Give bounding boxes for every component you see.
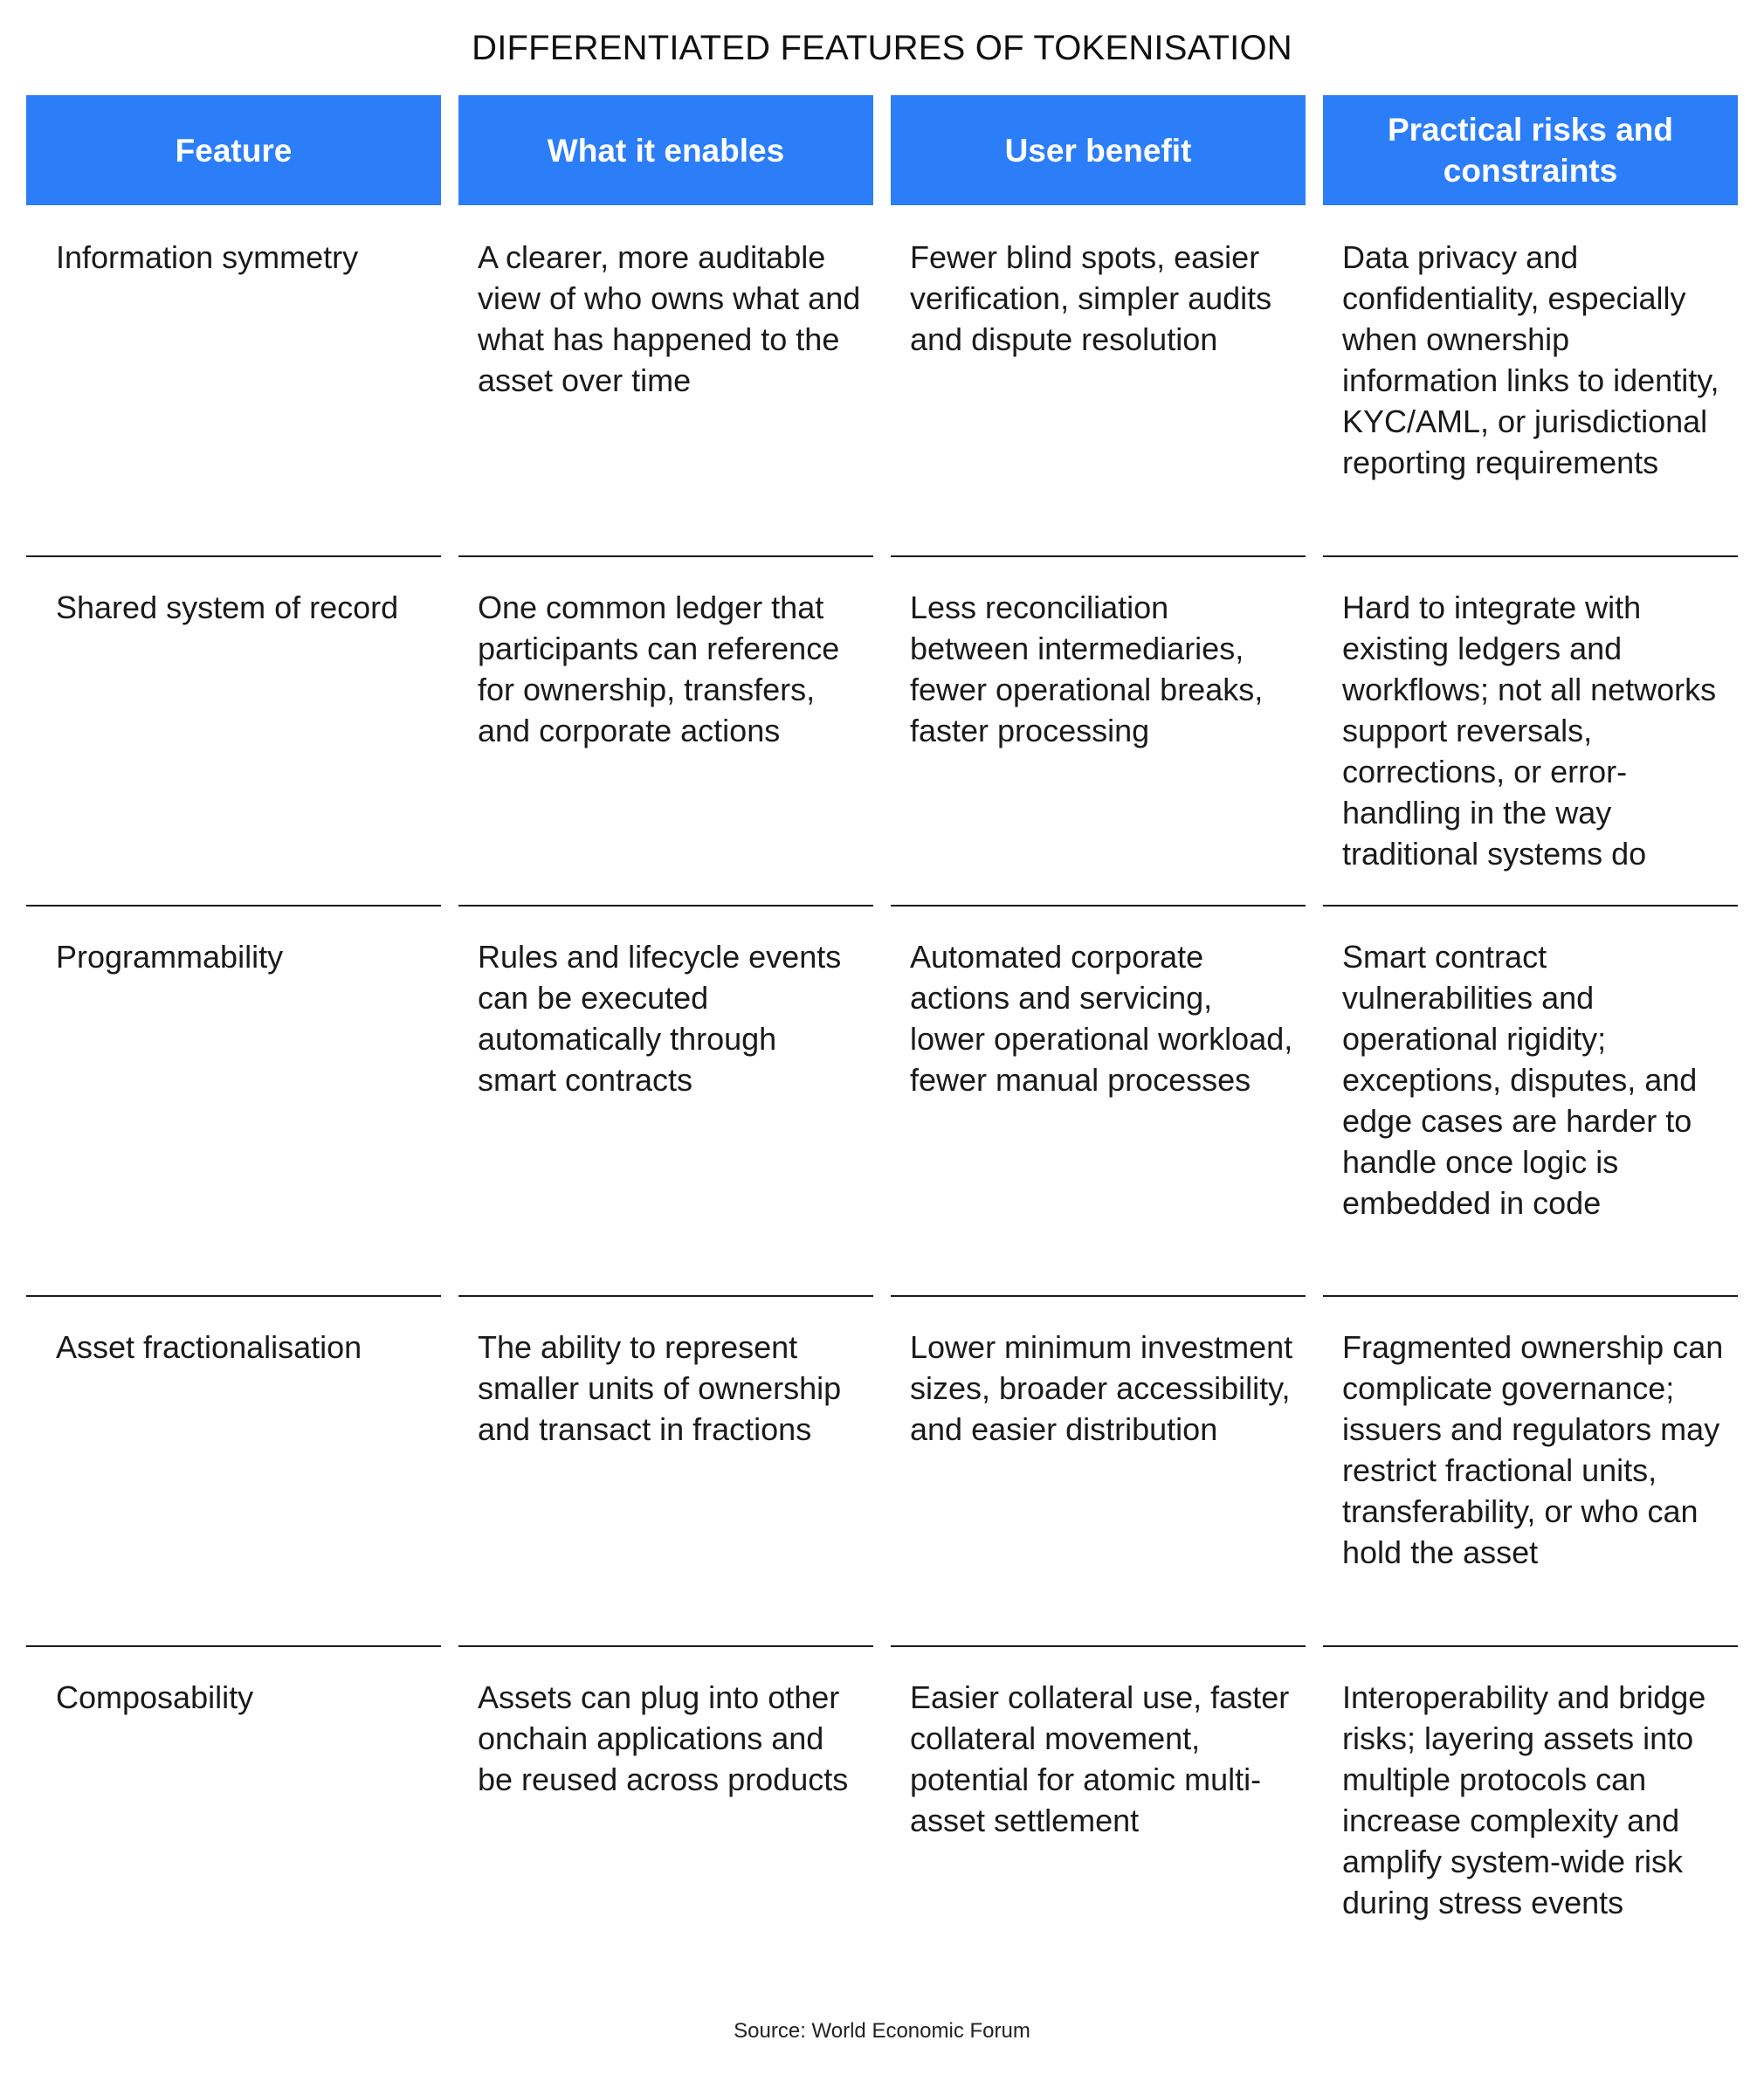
cell-enables-row-4: The ability to represent smaller units of ownership and transact in fractions: [478, 1329, 842, 1447]
page-title: DIFFERENTIATED FEATURES OF TOKENISATION: [472, 29, 1292, 67]
cell-risks-row-1: Data privacy and confidentiality, especially when ownership information links to identity, KYC/AML, or jurisdictional reporting requirements: [1342, 239, 1719, 480]
row-divider: [891, 555, 1306, 557]
column-user-benefit: [891, 95, 1306, 1838]
cell-risks-row-3: Smart contract vulnerabilities and operational rigidity; exceptions, disputes, and edge cases are harder to handle once logic is embedded in code: [1342, 939, 1698, 1221]
row-divider: [458, 555, 873, 557]
row-divider: [1323, 905, 1738, 907]
row-divider: [26, 555, 441, 557]
column-risks-constraints: [1323, 95, 1738, 1920]
row-divider: [891, 1645, 1306, 1647]
cell-enables-row-2: One common ledger that participants can reference for ownership, transfers, and corporate actions: [478, 589, 840, 748]
cell-feature-programmability: Programmability: [56, 939, 284, 975]
header-feature: Feature: [26, 95, 441, 205]
cell-benefit-row-1: Fewer blind spots, easier verification, simpler audits and dispute resolution: [910, 239, 1272, 357]
cell-risks-row-5: Interoperability and bridge risks; layering assets into multiple protocols can increase complexity and amplify system-wide risk during stress events: [1342, 1679, 1706, 1920]
row-divider: [26, 1645, 441, 1647]
row-divider: [1323, 1645, 1738, 1647]
cell-benefit-row-2: Less reconciliation between intermediaries, fewer operational breaks, faster processing: [910, 589, 1264, 748]
row-divider: [458, 1645, 873, 1647]
cell-enables-row-3: Rules and lifecycle events can be executed automatically through smart contracts: [478, 939, 842, 1098]
cell-feature-shared-system-of-record: Shared system of record: [56, 589, 399, 625]
cell-benefit-row-5: Easier collateral use, faster collateral movement, potential for atomic multi-asset settlement: [910, 1679, 1290, 1838]
cell-risks-row-4: Fragmented ownership can complicate governance; issuers and regulators may restrict fractional units, transferability, or who can hold the asset: [1342, 1329, 1724, 1570]
header-risks-constraints: Practical risks and constraints: [1323, 95, 1738, 205]
row-divider: [1323, 555, 1738, 557]
source-note: Source: World Economic Forum: [734, 2019, 1030, 2043]
row-divider: [458, 905, 873, 907]
cell-enables-row-5: Assets can plug into other onchain applications and be reused across products: [478, 1679, 849, 1797]
cell-risks-row-2: Hard to integrate with existing ledgers and workflows; not all networks support reversals, corrections, or error-handling in the way traditional systems do: [1342, 589, 1717, 872]
header-user-benefit: User benefit: [891, 95, 1306, 205]
column-what-it-enables: [458, 95, 873, 1797]
row-divider: [26, 1295, 441, 1297]
row-divider: [458, 1295, 873, 1297]
row-divider: [1323, 1295, 1738, 1297]
row-divider: [26, 905, 441, 907]
cell-feature-information-symmetry: Information symmetry: [56, 239, 359, 275]
cell-enables-row-1: A clearer, more auditable view of who owns what and what has happened to the asset over time: [478, 239, 861, 398]
cell-feature-asset-fractionalisation: Asset fractionalisation: [56, 1329, 362, 1365]
cell-feature-composability: Composability: [56, 1679, 254, 1715]
row-divider: [891, 905, 1306, 907]
header-what-it-enables: What it enables: [458, 95, 873, 205]
row-divider: [891, 1295, 1306, 1297]
column-feature: [26, 95, 441, 1715]
cell-benefit-row-3: Automated corporate actions and servicing, lower operational workload, fewer manual processes: [910, 939, 1293, 1098]
cell-benefit-row-4: Lower minimum investment sizes, broader accessibility, and easier distribution: [910, 1329, 1293, 1447]
